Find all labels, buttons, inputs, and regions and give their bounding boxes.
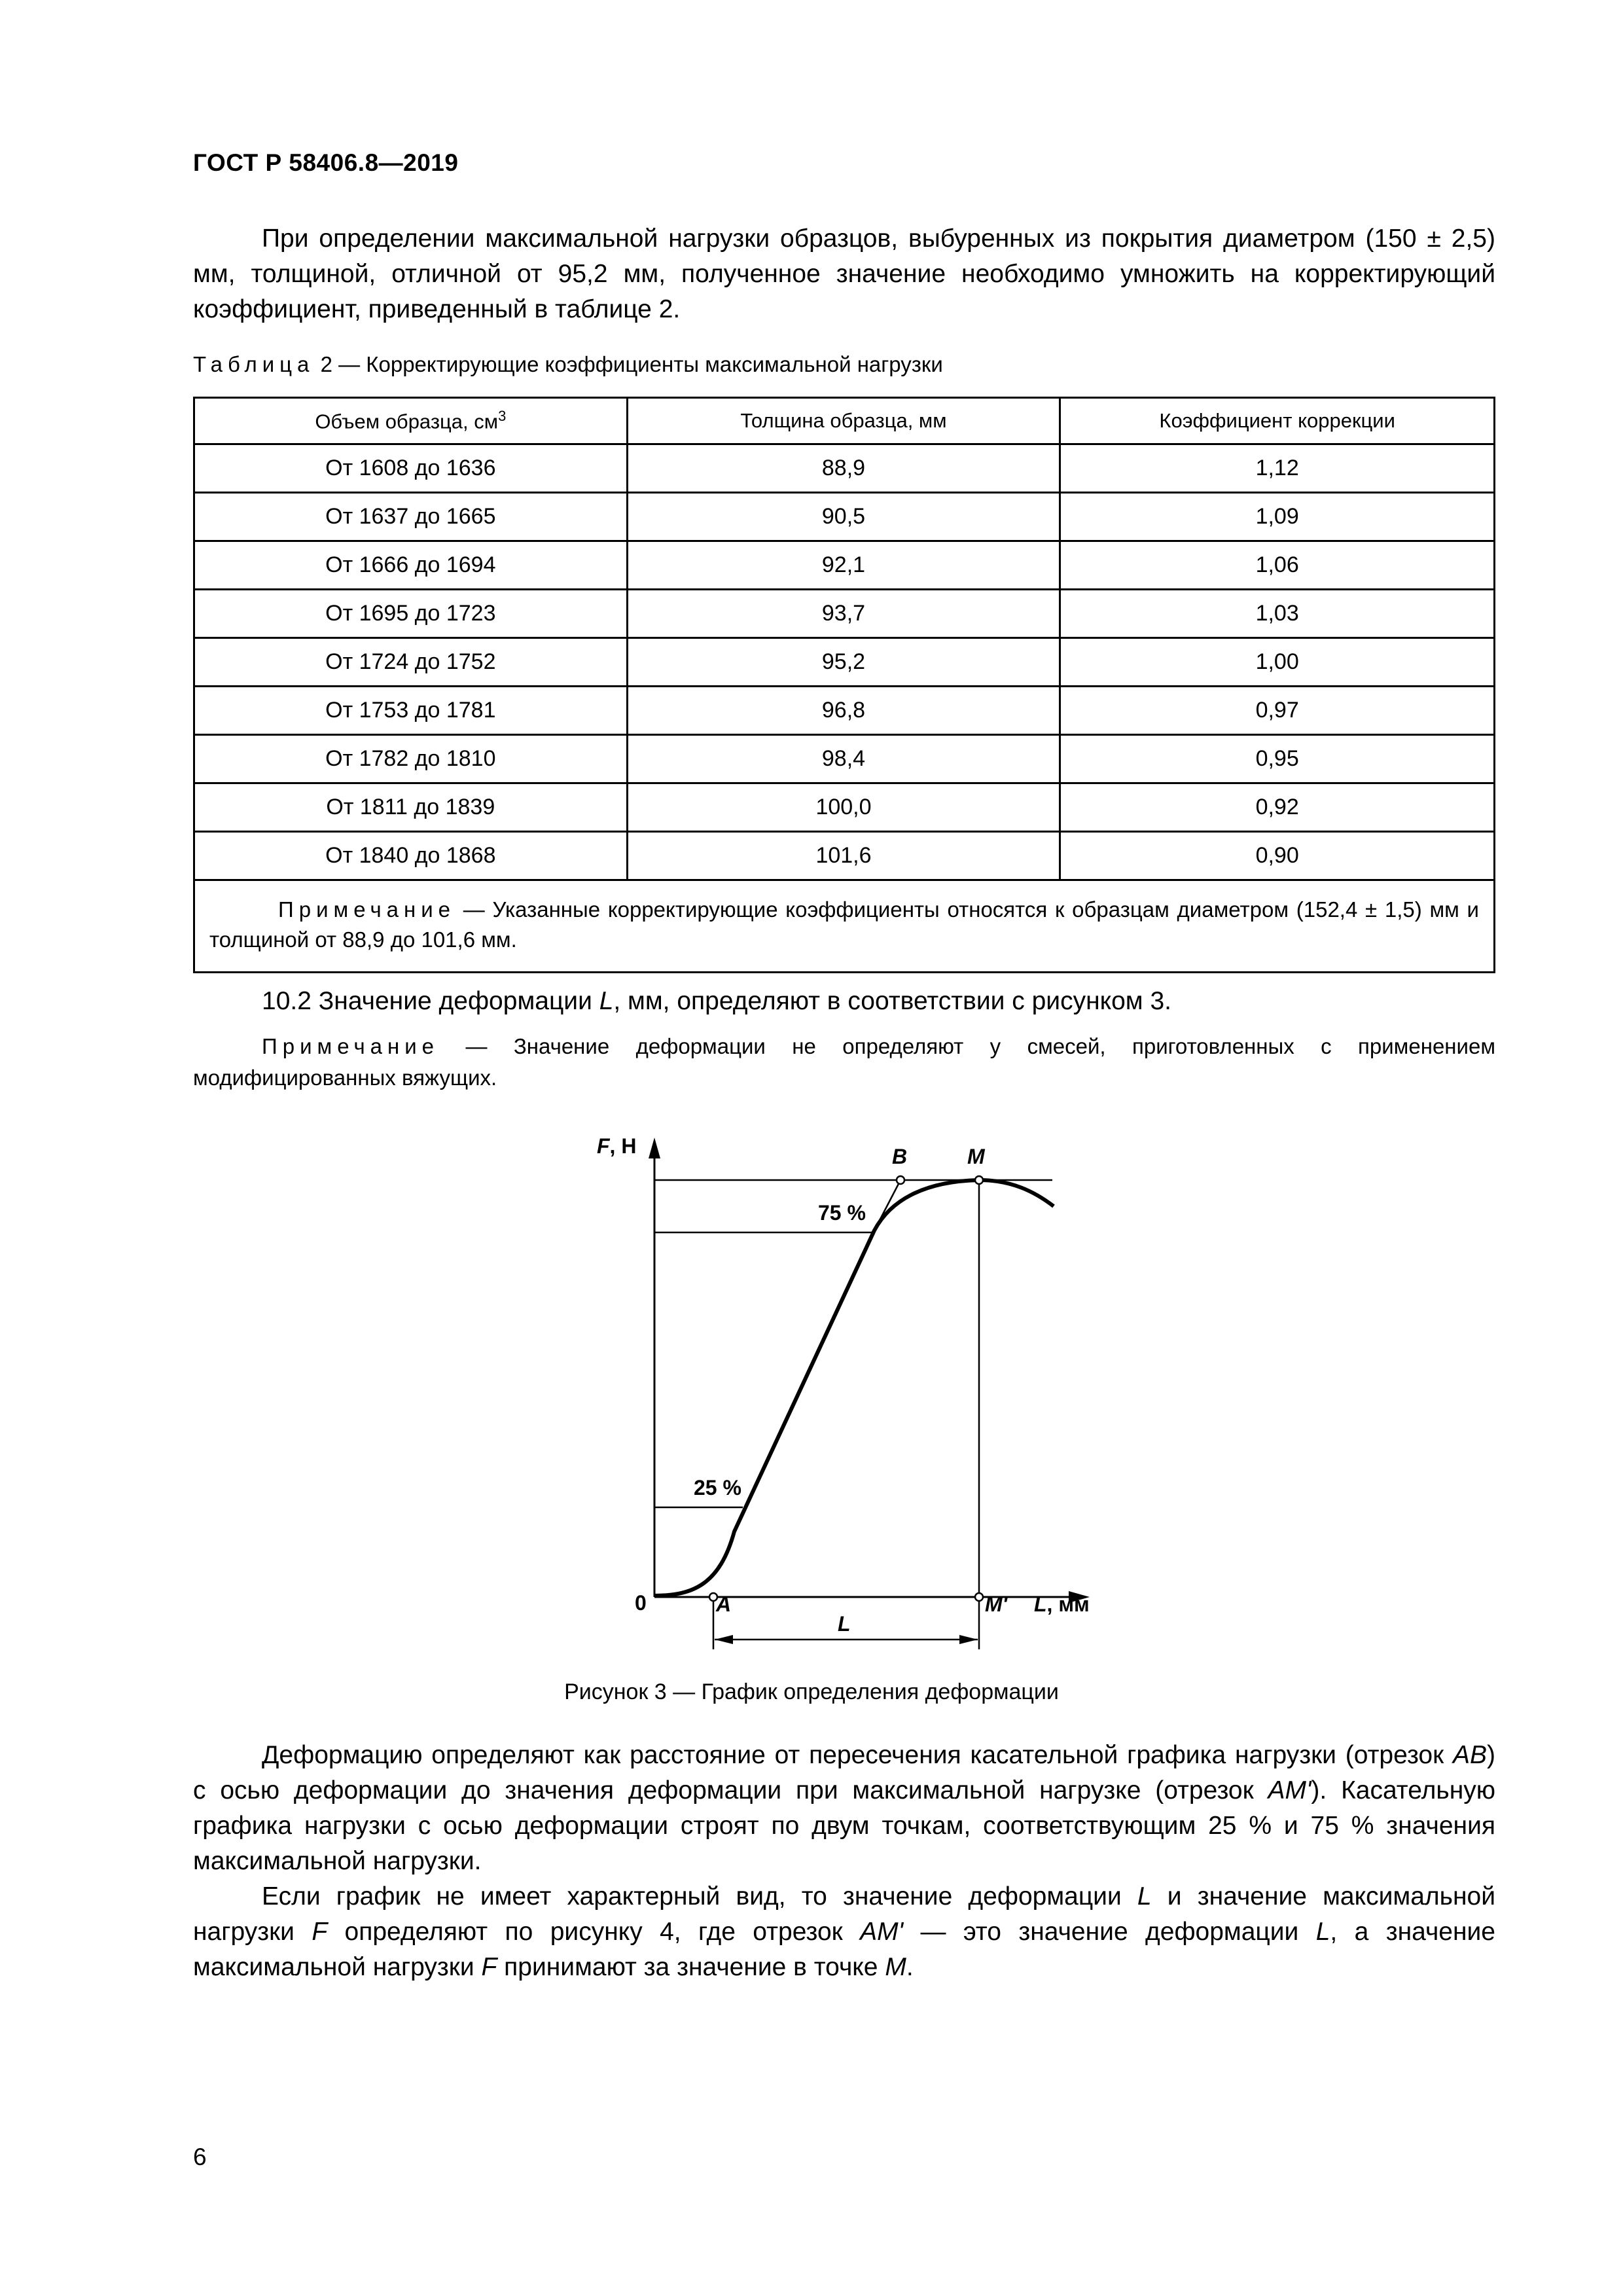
table-caption-text: — Корректирующие коэффициенты максимальной нагрузки <box>338 352 943 376</box>
cell-thickness: 92,1 <box>627 541 1060 590</box>
header-thickness: Толщина образца, мм <box>627 398 1060 444</box>
document-header: ГОСТ Р 58406.8—2019 <box>193 149 459 176</box>
table-note-label: Примечание <box>278 897 456 922</box>
section-text-post: , мм, определяют в соответствии с рисунком 3. <box>613 987 1171 1015</box>
cell-coefficient: 0,97 <box>1060 687 1495 735</box>
note2-text: — Значение деформации не определяют у смесей, приготовленных с применением модифицированных вяжущих. <box>193 1034 1496 1090</box>
cell-thickness: 96,8 <box>627 687 1060 735</box>
table-caption-label: Таблица <box>193 352 315 376</box>
cell-coefficient: 1,00 <box>1060 638 1495 687</box>
header-coefficient: Коэффициент коррекции <box>1060 398 1495 444</box>
pct-75-label: 75 % <box>818 1201 866 1225</box>
pct-25-label: 25 % <box>694 1476 741 1499</box>
intro-paragraph: При определении максимальной нагрузки образцов, выбуренных из покрытия диаметром (150 ± 2,5) мм, толщиной, отличной от 95,2 мм, полученное значение необходимо умножить на корректирующий коэффициент, приведенный в таблице 2. <box>193 224 1495 323</box>
page-number: 6 <box>193 2144 207 2170</box>
cell-coefficient: 1,06 <box>1060 541 1495 590</box>
cell-volume: От 1637 до 1665 <box>194 493 628 541</box>
section-var: L <box>599 987 614 1015</box>
cell-coefficient: 1,03 <box>1060 590 1495 638</box>
cell-thickness: 100,0 <box>627 783 1060 832</box>
figure-caption: Рисунок 3 — График определения деформации <box>564 1679 1059 1704</box>
var-am: AM' <box>1268 1776 1311 1804</box>
cell-volume: От 1724 до 1752 <box>194 638 628 687</box>
point-m-prime-label: M' <box>985 1592 1008 1616</box>
point-m-label: M <box>967 1145 985 1168</box>
cell-volume: От 1695 до 1723 <box>194 590 628 638</box>
section-text-pre: 10.2 Значение деформации <box>262 987 599 1015</box>
cell-thickness: 98,4 <box>627 735 1060 783</box>
cell-coefficient: 0,92 <box>1060 783 1495 832</box>
header-sup: 3 <box>498 408 507 425</box>
var-f-2: F <box>481 1953 497 1981</box>
cell-volume: От 1840 до 1868 <box>194 832 628 880</box>
cell-volume: От 1666 до 1694 <box>194 541 628 590</box>
cell-volume: От 1811 до 1839 <box>194 783 628 832</box>
cell-coefficient: 1,12 <box>1060 444 1495 493</box>
cell-volume: От 1608 до 1636 <box>194 444 628 493</box>
y-axis-label: F, Н <box>597 1134 637 1158</box>
dim-arrow-right <box>959 1635 978 1644</box>
var-m: M <box>885 1953 906 1981</box>
load-curve <box>654 1180 1054 1596</box>
cell-coefficient: 1,09 <box>1060 493 1495 541</box>
point-b-marker <box>897 1176 904 1184</box>
cell-thickness: 101,6 <box>627 832 1060 880</box>
header-volume: Объем образца, $см^3$ <box>194 398 628 444</box>
cell-thickness: 88,9 <box>627 444 1060 493</box>
paragraph-atypical: Если график не имеет характерный вид, то значение деформации L и значение максимальной нагрузки F определяют по рисунку 4, где отрезок AM' — это значение деформации L, а значение максимальной нагрузки F принимают за значение в точке M. <box>193 1882 1496 1981</box>
cell-coefficient: 0,95 <box>1060 735 1495 783</box>
paragraph-deformation: Деформацию определяют как расстояние от пересечения касательной графика нагрузки (отрезок AB) с осью деформации до значения деформации при максимальной нагрузке (отрезок AM'). Касательную графика нагрузки с осью деформации строят по двум точкам, соответствующим 25 % и 75 % значения максимальной нагрузки. <box>193 1741 1495 1875</box>
cell-coefficient: 0,90 <box>1060 832 1495 880</box>
table-note-text: — Указанные корректирующие коэффициенты относятся к образцам диаметром (152,4 ± 1,5) мм и толщиной от 88,9 до 101,6 мм. <box>209 897 1479 952</box>
note2-label: Примечание <box>262 1034 440 1058</box>
point-m-prime-marker <box>975 1593 983 1601</box>
var-f: F <box>312 1918 328 1946</box>
cell-volume: От 1753 до 1781 <box>194 687 628 735</box>
var-l-2: L <box>1315 1918 1330 1946</box>
cell-thickness: 90,5 <box>627 493 1060 541</box>
cell-thickness: 95,2 <box>627 638 1060 687</box>
cell-volume: От 1782 до 1810 <box>194 735 628 783</box>
dim-arrow-left <box>715 1635 733 1644</box>
origin-label: 0 <box>635 1591 647 1615</box>
x-axis-label: L, мм <box>1034 1592 1090 1616</box>
table-caption-number: 2 <box>320 352 332 376</box>
y-axis-arrow <box>649 1138 660 1158</box>
cell-thickness: 93,7 <box>627 590 1060 638</box>
point-b-label: B <box>892 1145 908 1168</box>
point-m-marker <box>975 1176 983 1184</box>
var-l: L <box>1137 1882 1152 1910</box>
point-a-label: A <box>716 1592 732 1616</box>
var-am-prime: AM' <box>860 1918 904 1946</box>
segment-l-label: L <box>838 1612 851 1636</box>
var-ab: AB <box>1452 1741 1487 1769</box>
